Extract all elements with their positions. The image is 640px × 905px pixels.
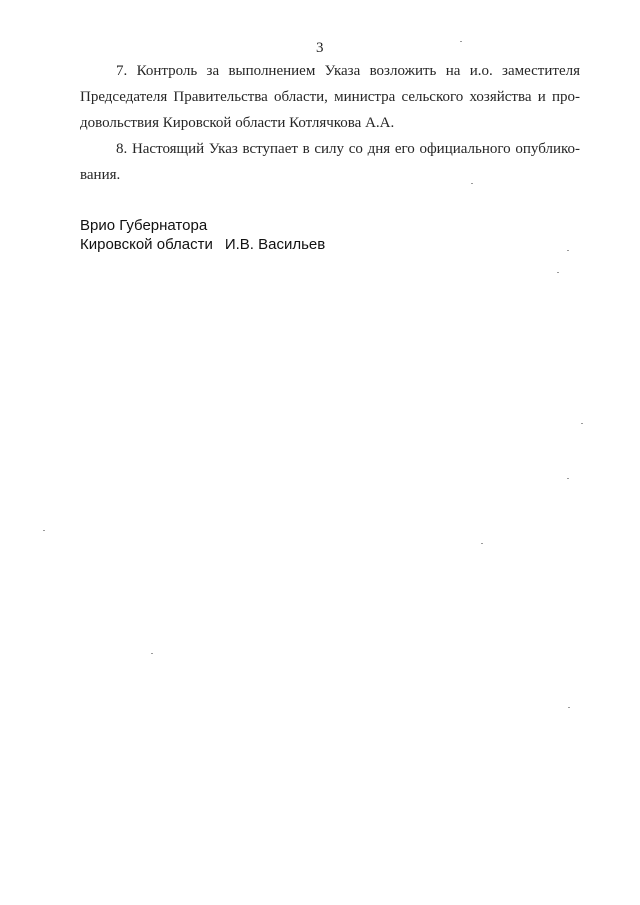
scan-speck [151,653,153,654]
scan-speck [557,272,559,273]
scan-speck [567,250,569,251]
signature-block [80,216,325,254]
signature-title-line1: Врио Губернатора [80,217,208,234]
paragraph-7 [80,58,580,136]
paragraph-line: 8. Настоящий Указ вступает в силу со дня его официального опублико- [116,141,580,157]
scan-speck [460,41,462,42]
paragraph-line: вания. [80,167,121,183]
page-number: 3 [316,40,324,56]
signature-region: Кировской области [80,236,213,253]
paragraph-line: довольствия Кировской области Котлячкова А.А. [80,115,395,131]
paragraph-line: Председателя Правительства области, министра сельского хозяйства и про- [80,89,580,105]
paragraph-line: 7. Контроль за выполнением Указа возложить на и.о. заместителя [116,63,580,79]
signature-title-line2 [80,235,325,254]
paragraph-8 [80,136,580,188]
scan-speck [481,543,483,544]
scan-speck [471,183,473,184]
scan-speck [581,423,583,424]
scan-speck [567,478,569,479]
scan-speck [43,530,45,531]
signatory-name: И.В. Васильев [224,236,326,253]
scan-speck [568,707,570,708]
